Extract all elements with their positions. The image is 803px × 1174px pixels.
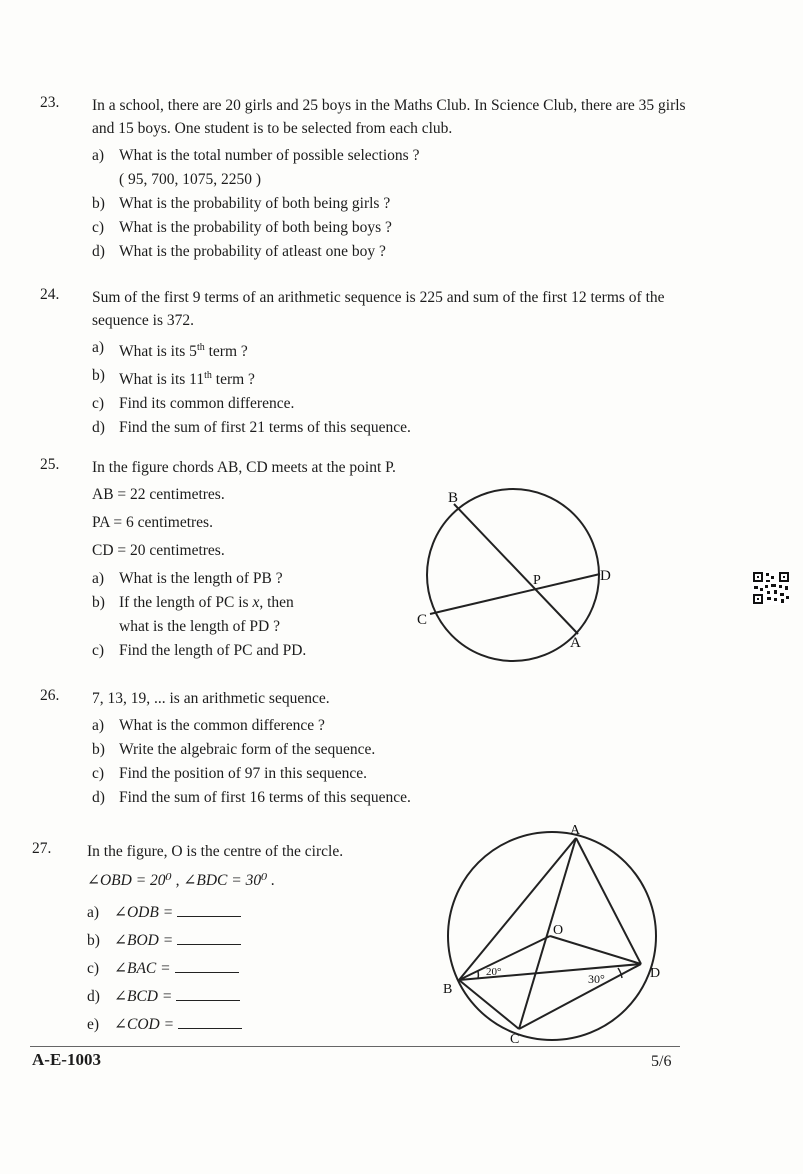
segment-od [550, 936, 641, 964]
question-stem: In a school, there are 20 girls and 25 boys in the Maths Club. In Science Club, there are 35 girls and 15 boys. One student is to be selected from each club. [92, 97, 686, 137]
subquestion-c: c) Find the length of PC and PD. [92, 639, 700, 663]
question-24 [40, 286, 700, 440]
segment-ac [519, 838, 576, 1029]
subquestion-text: What is the total number of possible selections ? [119, 147, 420, 164]
label-b: B [448, 490, 459, 506]
subquestion-text: What is the probability of both being boys ? [119, 219, 392, 236]
subquestion-c: c) Find the position of 97 in this sequence. [92, 762, 700, 786]
question-number: 24. [40, 286, 60, 303]
segment-bc [459, 980, 519, 1029]
chord-cd [430, 574, 600, 614]
subquestion-e: e) ∠COD = [87, 1011, 700, 1039]
subquestion-b: b) ∠BOD = [87, 927, 700, 955]
page-number: 5/6 [651, 1053, 672, 1070]
subquestion-b: b) What is the probability of both being girls ? [92, 192, 700, 216]
given-cd: CD = 20 centimetres. [92, 542, 225, 559]
subquestion-text: Find the position of 97 in this sequence. [119, 765, 367, 782]
given-pa: PA = 6 centimetres. [92, 514, 213, 531]
subquestion-text: What is the probability of atleast one boy ? [119, 243, 386, 260]
subquestion-a: a) What is the length of PB ? [92, 567, 700, 591]
chord-circle-figure [412, 484, 622, 664]
subquestion-d: d) Find the sum of first 16 terms of this sequence. [92, 786, 700, 810]
angle-label-obd: 20° [486, 966, 502, 978]
given-angles: ∠OBD = 20⁰ , ∠BDC = 30⁰ . [87, 872, 276, 889]
question-number: 23. [40, 94, 60, 111]
subquestion-text: Find the sum of first 16 terms of this sequence. [119, 789, 411, 806]
subquestion-c: c) What is the probability of both being boys ? [92, 216, 700, 240]
answer-blank [177, 902, 241, 917]
label-c: C [510, 1032, 520, 1046]
label-a: A [570, 635, 581, 651]
subquestion-text: What is the probability of both being girls ? [119, 195, 391, 212]
question-number: 25. [40, 456, 60, 473]
answer-blank [176, 986, 240, 1001]
question-number: 26. [40, 687, 60, 704]
label-p: P [533, 573, 541, 588]
subquestion-text: What is the length of PB ? [119, 570, 283, 587]
answer-blank [178, 1014, 242, 1029]
subquestion-d: d) ∠BCD = [87, 983, 700, 1011]
subquestion-d: d) What is the probability of atleast one boy ? [92, 240, 700, 264]
question-stem: In the figure chords AB, CD meets at the point P. [92, 459, 396, 476]
subquestion-text: What is the common difference ? [119, 717, 325, 734]
subquestion-c: c) ∠BAC = [87, 955, 700, 983]
subquestion-text: Find the length of PC and PD. [119, 642, 307, 659]
subquestion-a: a) ∠ODB = [87, 899, 700, 927]
label-d: D [650, 966, 661, 981]
label-c: C [417, 612, 428, 628]
label-a: A [570, 823, 581, 838]
answer-blank [177, 930, 241, 945]
label-o: O [553, 923, 564, 938]
subquestion-a: a) What is its 5th term ? [92, 339, 248, 361]
angle-label-bdc: 30° [588, 972, 605, 986]
question-26 [40, 687, 700, 810]
question-stem: Sum of the first 9 terms of an arithmetic sequence is 225 and sum of the first 12 terms of the sequence is 372. [92, 289, 665, 329]
label-d: D [600, 568, 611, 584]
label-b: B [443, 982, 453, 997]
given-ab: AB = 22 centimetres. [92, 486, 225, 503]
subquestion-text: Find its common difference. [119, 395, 295, 413]
subquestion-b: b) Write the algebraic form of the sequence. [92, 738, 700, 762]
subquestion-text: Write the algebraic form of the sequence. [119, 741, 376, 758]
question-stem: In the figure, O is the centre of the circle. [87, 843, 344, 860]
answer-blank [175, 958, 239, 973]
qr-code [752, 571, 790, 605]
question-23 [40, 94, 700, 264]
question-number: 27. [32, 840, 52, 857]
segment-ad [576, 838, 641, 964]
paper-code: A-E-1003 [32, 1050, 101, 1069]
subquestion-d: d) Find the sum of first 21 terms of this sequence. [92, 416, 700, 440]
subquestion-b: b) If the length of PC is x, then what is the length of PD ? [92, 594, 294, 635]
subquestion-c: c) Find its common difference. [92, 392, 700, 416]
subquestion-a: a) What is the common difference ? [92, 714, 700, 738]
chord-ab [454, 504, 578, 634]
footer-divider [30, 1046, 680, 1047]
subquestion-b: b) What is its 11th term ? [92, 367, 255, 389]
centre-circle-figure [438, 822, 668, 1046]
segment-ab [459, 838, 576, 980]
subquestion-text: Find the sum of first 21 terms of this sequence. [119, 419, 411, 437]
subquestion-a: a) What is the total number of possible selections ? ( 95, 700, 1075, 2250 ) [92, 147, 420, 188]
question-stem: 7, 13, 19, ... is an arithmetic sequence. [92, 690, 330, 707]
answer-options: ( 95, 700, 1075, 2250 ) [119, 171, 262, 188]
